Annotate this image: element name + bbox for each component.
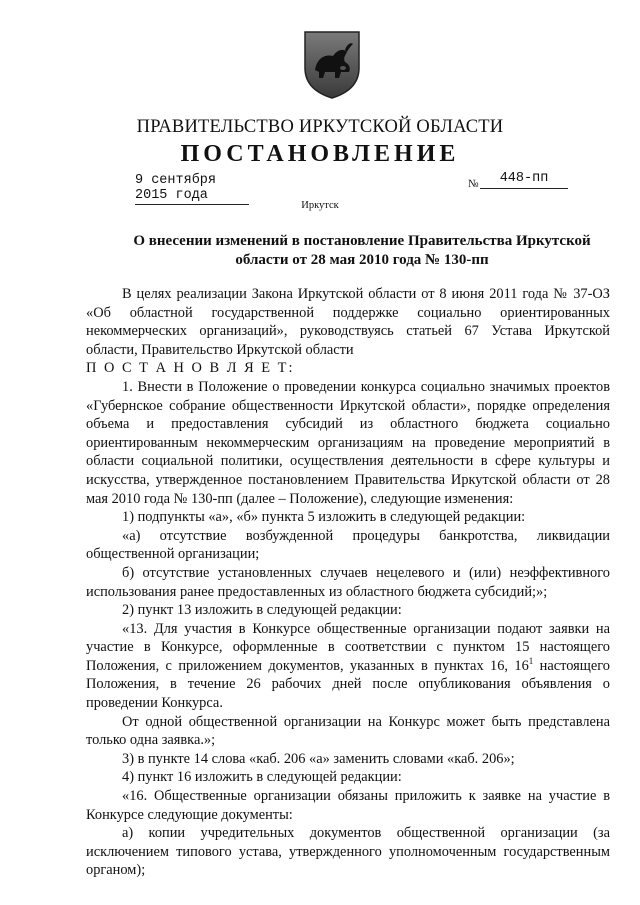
- document-type: ПОСТАНОВЛЕНИЕ: [180, 141, 460, 167]
- government-name: ПРАВИТЕЛЬСТВО ИРКУТСКОЙ ОБЛАСТИ: [136, 117, 504, 137]
- paragraph-5: 2) пункт 13 изложить в следующей редакции:: [122, 602, 402, 619]
- paragraph-4: б) отсутствие установленных случаев нецелевого и (или) неэффективного использования ранее предоставленных из областного бюджета субсидий;»;: [86, 564, 610, 600]
- document-number: 448-пп: [480, 171, 568, 189]
- issue-city: Иркутск: [301, 200, 339, 211]
- paragraph-2: 1) подпункты «а», «б» пункта 5 изложить в следующей редакции:: [122, 509, 526, 526]
- paragraph-6: [86, 620, 610, 713]
- paragraph-1: 1. Внести в Положение о проведении конкурса социально значимых проектов «Губернское собрание общественности Иркутской области», порядке определения объема и предоставления субсидий из областного бюджета социально ориентированным некоммерческим организациям на проведение мероприятий в области социальной политики, осуществления деятельности в сфере культуры и искусства, утвержденное постановлением Правительства Иркутской области от 28 мая 2010 года № 130-пп (далее – Положение), следующие изменения:: [86, 378, 610, 507]
- coat-of-arms-icon: [301, 28, 363, 100]
- document-title: О внесении изменений в постановление Правительства Иркутской области от 28 мая 2010 года № 130-пп: [133, 233, 591, 268]
- paragraph-6-part-a: «13. Для участия в Конкурсе общественные организации подают заявки на участие в Конкурсе, оформленные в соответствии с пунктом 15 настоящего Положения, с приложением документов, указанных в пунктах 16, 16: [86, 620, 610, 674]
- number-sign: №: [468, 178, 479, 190]
- paragraph-3: «а) отсутствие возбужденной процедуры банкротства, ликвидации общественной организации;: [86, 527, 610, 563]
- intro-paragraph: В целях реализации Закона Иркутской области от 8 июня 2011 года № 37-ОЗ «Об областной государственной поддержке социально ориентированных некоммерческих организаций», руководствуясь статьей 67 Устава Иркутской области, Правительство Иркутской области: [86, 286, 610, 358]
- document-date: 9 сентября 2015 года: [135, 173, 249, 205]
- paragraph-9: 4) пункт 16 изложить в следующей редакции:: [122, 769, 402, 786]
- paragraph-8: 3) в пункте 14 слова «каб. 206 «а» заменить словами «каб. 206»;: [122, 750, 515, 767]
- paragraph-6-part-b: настоящего Положения, в течение 26 рабочих дней после опубликования объявления о проведении Конкурса.: [86, 657, 610, 712]
- paragraph-10: «16. Общественные организации обязаны приложить к заявке на участие в Конкурсе следующие документы:: [86, 788, 610, 823]
- superscript: 1: [528, 656, 534, 667]
- decree-word: П О С Т А Н О В Л Я Е Т:: [86, 360, 295, 377]
- document-body: [86, 285, 610, 880]
- paragraph-11: а) копии учредительных документов общественной организации (за исключением типового устава, утвержденного уполномоченным государственным органом);: [86, 825, 610, 879]
- paragraph-7: От одной общественной организации на Конкурс может быть представлена только одна заявка.»;: [86, 713, 610, 749]
